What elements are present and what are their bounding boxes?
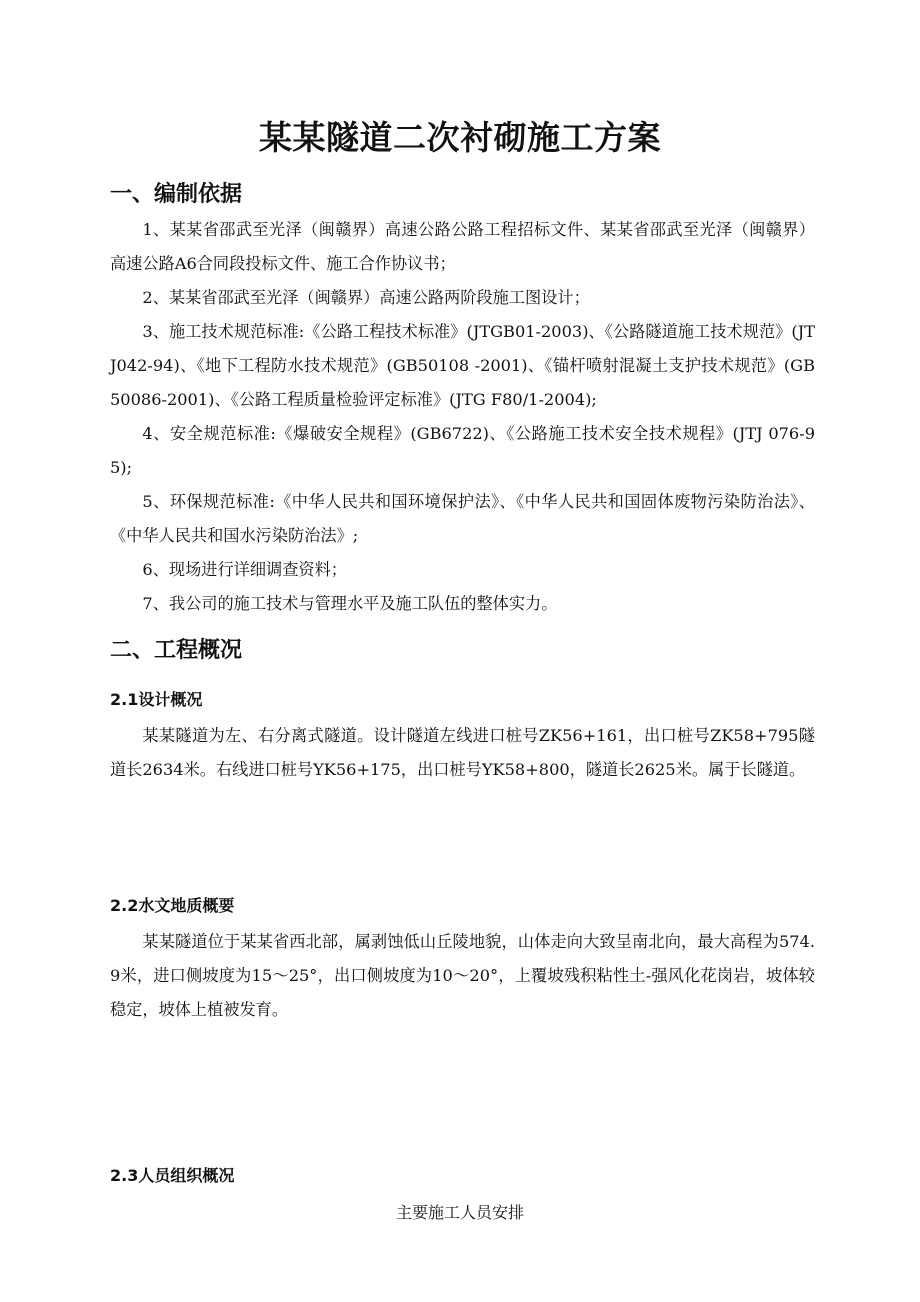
- basis-item-6: 6、现场进行详细调查资料；: [142, 560, 347, 579]
- subsection-heading-personnel: 2.3人员组织概况: [110, 1166, 235, 1185]
- subsection-heading-hydrogeology: 2.2水文地质概要: [110, 896, 235, 915]
- basis-item-5: 5、环保规范标准:《中华人民共和国环境保护法》、《中华人民共和国固体废物污染防治法》、《中华人民共和国水污染防治法》;: [110, 492, 815, 545]
- hydrogeology-text: 某某隧道位于某某省西北部，属剥蚀低山丘陵地貌，山体走向大致呈南北向，最大高程为574.9米，进口侧坡度为15～25°，出口侧坡度为10～20°，上覆坡残积粘性土-强风化花岗岩，坡体较稳定，坡体上植被发育。: [110, 932, 815, 1019]
- subsection-heading-design: 2.1设计概况: [110, 690, 203, 709]
- basis-item-2: 2、某某省邵武至光泽（闽赣界）高速公路两阶段施工图设计；: [142, 288, 590, 307]
- section-heading-overview: 二、工程概况: [110, 638, 243, 663]
- document-title: 某某隧道二次衬砌施工方案: [259, 118, 661, 157]
- basis-item-3: 3、施工技术规范标准:《公路工程技术标准》(JTGB01-2003)、《公路隧道施工技术规范》(JTJ042-94)、《地下工程防水技术规范》(GB50108 -2001)、《锚杆喷射混凝土支护技术规范》(GB50086-2001)、《公路工程质量检验评定标准》(JTG F80/1-2004);: [110, 322, 815, 409]
- basis-item-1: 1、某某省邵武至光泽（闽赣界）高速公路公路工程招标文件、某某省邵武至光泽（闽赣界）高速公路A6合同段投标文件、施工合作协议书；: [110, 220, 815, 273]
- section-heading-basis: 一、编制依据: [110, 182, 243, 207]
- design-overview-text: 某某隧道为左、右分离式隧道。设计隧道左线进口桩号ZK56+161，出口桩号ZK58+795隧道长2634米。右线进口桩号YK56+175，出口桩号YK58+800，隧道长2625米。属于长隧道。: [110, 726, 815, 779]
- table-caption: 主要施工人员安排: [395, 1203, 524, 1222]
- basis-item-7: 7、我公司的施工技术与管理水平及施工队伍的整体实力。: [142, 594, 558, 613]
- basis-item-4: 4、安全规范标准:《爆破安全规程》(GB6722)、《公路施工技术安全技术规程》(JTJ 076-95);: [110, 424, 815, 477]
